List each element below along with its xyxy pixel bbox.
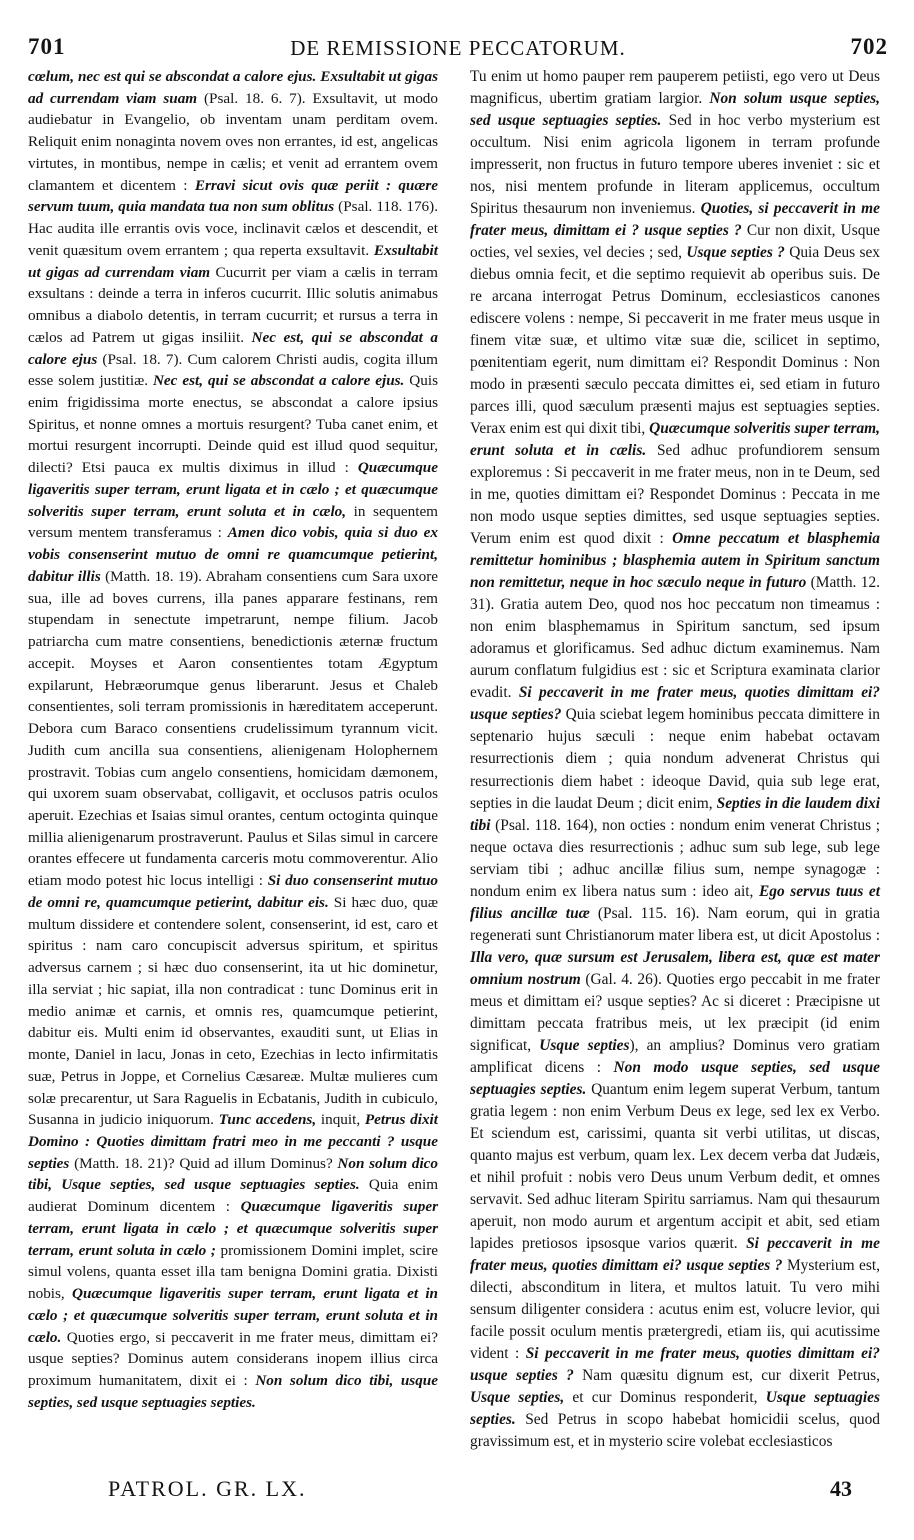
quotation-text: Quæcumque ligaveritis super terram, erunt ligata et in cælo ; et quæcumque solveritis super terram, erunt soluta et in cælo, [28,459,438,520]
body-text: Sed Petrus in scopo habebat homicidii scelus, quod gravissimum est, et in mysterio scire volebat ecclesiasticos [470,1410,880,1450]
printer-signature: PATROL. GR. LX. [108,1476,307,1501]
body-text: (Matth. 18. 19). Abraham consentiens cum Sara uxore sua, ille ad boves currens, illa panes apparare festinans, rem stupendam in senectute impetrarunt, nempe filium. Jacob patriarcha cum matre consentiens, benedictionis æternæ fructum accepit. Moyses et Aaron consentientes totam Ægyptum expilarunt, Hebræorumque genus liberarunt. Jesus et Chaleb consentientes, soli terram promissionis in hæreditatem acceperunt. Debora cum Baraco consentiens crudelissimum tyrannum vicit. Judith cum ancilla sua consentiens, alienigenam Holophernem prostravit. Tobias cum angelo consentiens, homicidam dæmonem, qui uxorem suam observabat, colligavit, et occlusos patris oculos aperuit. Ezechias et Isaias simul orantes, centum octoginta quinque millia alienigenarum prostraverunt. Paulus et Silas simul in carcere orantes effecere ut fundamenta carceris motu commoverentur. Alio etiam modo potest hic locus intelligi : [28,567,438,890]
quotation-text: Septies in die laudem dixi tibi [470,794,880,834]
quotation-text: Nec est, qui se abscondat a calore ejus. [152,372,405,390]
text-column-right [470,66,880,1453]
body-text: (Psal. 118. 176). Hac audita ille errantis ovis voce, inclinavit cælos et descendit, et venit quæsitum ovem errantem ; qua reperta exsultavit. [28,198,438,259]
quotation-text: Usque septies, [470,1388,565,1406]
quotation-text: Quoties, si peccaverit in me frater meus, dimittam ei ? usque septies ? [470,200,880,240]
body-text: Sed in hoc verbo mysterium est occultum. Nisi enim agricola ligonem in terram profunde impresserit, non fructus in futuro tempore uberes inveniet : sic et nos, nisi mentem profunde in literam applicemus, occultum Spiritus thesaurum non inveniemus. [470,112,880,218]
body-text: Quia Deus sex diebus omnia fecit, et die septimo requievit ab operibus suis. De re arcana interrogat Petrus Dominum, ecclesiasticos canones ediscere volens : nempe, Si peccaverit in me frater meus usque in finem vitæ suæ, et ultimo vitæ suæ die, scilicet in septimo, pœnitentiam egerit, num dimittam ei? Respondit Dominus : Non modo in præsenti sæculo peccata dimittes ei, sed etiam in futuro parces illi, quod sæculum præsenti majus est septuagies septies. Verax enim est qui dixit tibi, [470,244,880,438]
body-text: Quantum enim legem superat Verbum, tantum gratia legem : non enim Verbum Deus ex lege, sed lex ex Verbo. Et sciendum est, carissimi, quanta sit verbi utilitas, ut discas, quanto majus est verbum, quam lex. Lex decem verba dat Judæis, et nihil profuit : nobis vero Deus unum Verbum dedit, et omnes servavit. Sed adhuc literam Spiritu sarriamus. Nam qui thesaurum aperuit, non modo aurum et argentum accipit et abit, sed etiam lapides pretiosos ipsosque varios quærit. [470,1080,880,1252]
quotation-text: Non solum dico tibi, Usque septies, sed usque septuagies septies. [28,1154,439,1194]
body-text: (Matth. 12. 31). Gratia autem Deo, quod nos hoc peccatum non timeamus : non enim blasphemamus in Spiritum sanctum, sed ipsum adoramus et glorificamus. Sed adhuc dictum examinemus. Nam aurum conflatum fulgidius est : sic et Scriptura examinata clarior evadit. [470,574,880,702]
quotation-text: Quæcumque ligaveritis super terram, erunt ligata et in cælo ; et quæcumque solveritis super terram, erunt soluta et in cælo. [28,1285,439,1346]
sheet-number: 43 [830,1476,852,1501]
body-text: Sed adhuc profundiorem sensum exploremus : Si peccaverit in me frater meus, non in te Deum, sed in me, quoties dimittam ei? Respondet Dominus : Peccata in me non modo usque septies dimittes, sed usque septuagies septies. Verum enim est quod dixit : [470,442,880,548]
quotation-text: Nec est, qui se abscondat a calore ejus [28,328,438,368]
text-column-left [28,66,438,1414]
body-text: (Psal. 118. 164), non octies : nondum enim venerat Christus ; neque octava dies resurrectionis ; adhuc sum sub lege, sub lege serviam tibi ; adhuc ancillæ filius sum, nempe synagogæ : nondum enim ex libera natus sum : ideo ait, [470,816,880,900]
quotation-text: Si peccaverit in me frater meus, quoties dimittam ei? usque septies ? [470,1344,880,1384]
quotation-text: Usque septies [539,1036,630,1054]
quotation-text: Tunc accedens, [218,1111,317,1129]
quotation-text: cœlum, nec est qui se abscondat a calore ejus. Exsultabit ut gigas ad currendam viam suam [28,68,438,107]
body-text: Quis enim frigidissima morte enectus, se abscondat a calore ipsius Spiritus, et nonne omnes a mortuis resurgent? Tuba canet enim, et mortui resurgent incorrupti. Deinde quid est illud quod sequitur, dilecti? Etsi pauca ex multis diximus in illud : [28,372,438,477]
quotation-text: Si peccaverit in me frater meus, quoties dimittam ei? usque septies ? [470,1234,880,1274]
body-text: (Psal. 18. 7). Cum calorem Christi audis, cogita illum esse solem justitiæ. [28,350,438,390]
body-text: promissionem Domini implet, scire simul volens, quanta esset illa tam benigna Domini gratia. Dixisti nobis, [28,1241,438,1303]
body-text: Mysterium est, dilecti, absconditum in litera, et multos latuit. Tu vero mihi sensum diligenter considera : acutus enim est, volucre levior, qui facile possit oculum mentis prætergredi, etiam iis, qui acutissime vident : [470,1256,880,1362]
quotation-text: Erravi sicut ovis quæ periit : quære servum tuum, quia mandata tua non sum oblitus [28,176,438,216]
page-footer [28,1476,888,1510]
quotation-text: Usque septuagies septies. [470,1388,880,1428]
body-text: et cur Dominus responderit, [564,1388,766,1406]
quotation-text: Exsultabit ut gigas ad currendam viam [28,241,438,281]
quotation-text: Quæcumque ligaveritis super terram, erunt ligata in cælo ; et quæcumque solveritis super terram, erunt soluta in cælo ; [28,1198,439,1259]
quotation-text: Illa vero, quæ sursum est Jerusalem, libera est, quæ est mater omnium nostrum [470,948,880,988]
body-text: Cucurrit per viam a cælis in terram exsultans : deinde a terra in inferos cucurrit. Illic solutis animabus omnibus a diabolo detentis, in terram cucurrit; et rursus a terra in cælos ad Patrem ut gigas insiliit. [28,263,438,346]
page-number-left: 701 [28,34,66,59]
body-text: Si hæc duo, quæ multum dissidere et contendere solent, consenserint, id est, caro et spiritus : nam caro concupiscit adversus spiritum, et spiritus adversus carnem ; si hæc duo consenserint, ita ut hic dominetur, illa serviat ; hic sapiat, illa non contradicat : tunc Dominus erit in medio animæ et carnis, et omnis res, quamcumque petierint, dabitur eis. Multi enim id observantes, exauditi sunt, ut Elias in monte, Daniel in lacu, Jonas in ceto, Ezechias in lecto infirmitatis suæ, Petrus in Joppe, et Cornelius Cæsareæ. Multæ mulieres cum solæ precarentur, ut Sara Raguelis in Ecbatanis, Judith in cubiculo, Susanna in judicio iniquorum. [28,893,438,1129]
body-text: inquit, [316,1111,365,1129]
quotation-text: Si duo consenserint mutuo de omni re, quamcumque petierint, dabitur eis. [28,872,438,911]
body-text: Cur non dixit, Usque octies, vel sexies, vel decies ; sed, [470,222,880,262]
body-text: (Gal. 4. 26). Quoties ergo peccabit in me frater meus et dimittam ei? usque septies? Ac si diceret : Præcipisne ut dimittam peccata fratribus meis, ut lex præcipit (id enim significat, [470,970,881,1054]
body-text: ), an amplius? Dominus vero gratiam amplificat dicens : [470,1036,881,1076]
running-title: DE REMISSIONE PECCATORUM. [290,36,626,60]
body-text: Tu enim ut homo pauper rem pauperem petiisti, ego vero ut Deus magnificus, ubertim gratiam largior. [470,68,880,108]
quotation-text: Amen dico vobis, quia si duo ex vobis consenserint mutuo de omni re quamcumque petierint, dabitur illis [28,524,438,585]
quotation-text: Quæcumque solveritis super terram, erunt soluta et in cælis. [470,420,881,460]
body-text: Quia sciebat legem hominibus peccata dimittere in septenario hujus sæculi : neque enim habebat octavam resurrectionis diem ; quia nondum advenerat Christus qui resurrectionis diem habet : ideoque David, quia sub lege erat, septies in die laudat Deum ; dicit enim, [470,706,880,812]
body-text: in sequentem versum mentem transferamus : [28,502,438,542]
quotation-text: Usque septies ? [686,244,785,262]
quotation-text: Si peccaverit in me frater meus, quoties dimittam ei? usque septies? [470,684,880,724]
quotation-text: Non solum usque septies, sed usque septuagies septies. [470,90,880,130]
body-text: Quia enim audierat Dominum dicentem : [28,1176,439,1216]
running-header [28,34,888,64]
quotation-text: Petrus dixit Domino : Quoties dimittam fratri meo in me peccanti ? usque septies [28,1111,438,1172]
body-text: (Psal. 18. 6. 7). Exsultavit, ut modo audiebatur in Evangelio, ob inventam unam perditam ovem. Reliquit enim nonaginta novem oves non errantes, id est, angelicas virtutes, in montibus, nempe in cælis; et venit ad errantem ovem clamantem et dicentem : [28,89,438,194]
body-text: (Psal. 115. 16). Nam eorum, qui in gratia regenerati sunt Christianorum mater libera est, ut dicit Apostolus : [470,904,880,944]
quotation-text: Non solum dico tibi, usque septies, sed usque septuagies septies. [28,1372,438,1411]
quotation-text: Ego servus tuus et filius ancillæ tuæ [470,882,881,922]
body-text: Nam quæsitu dignum est, cur dixerit Petrus, [573,1366,880,1384]
body-text: Quoties ergo, si peccaverit in me frater meus, dimittam ei? usque septies? Dominus autem considerans inopem illius circa proximum humanitatem, dixit ei : [28,1328,438,1390]
page-number-right: 702 [850,34,888,59]
quotation-text: Omne peccatum et blasphemia remittetur hominibus ; blasphemia autem in Spiritum sanctum non remittetur, neque in hoc sæculo neque in futuro [470,530,880,592]
body-text: (Matth. 18. 21)? Quid ad illum Dominus? [69,1154,338,1172]
quotation-text: Non modo usque septies, sed usque septuagies septies. [470,1058,881,1098]
